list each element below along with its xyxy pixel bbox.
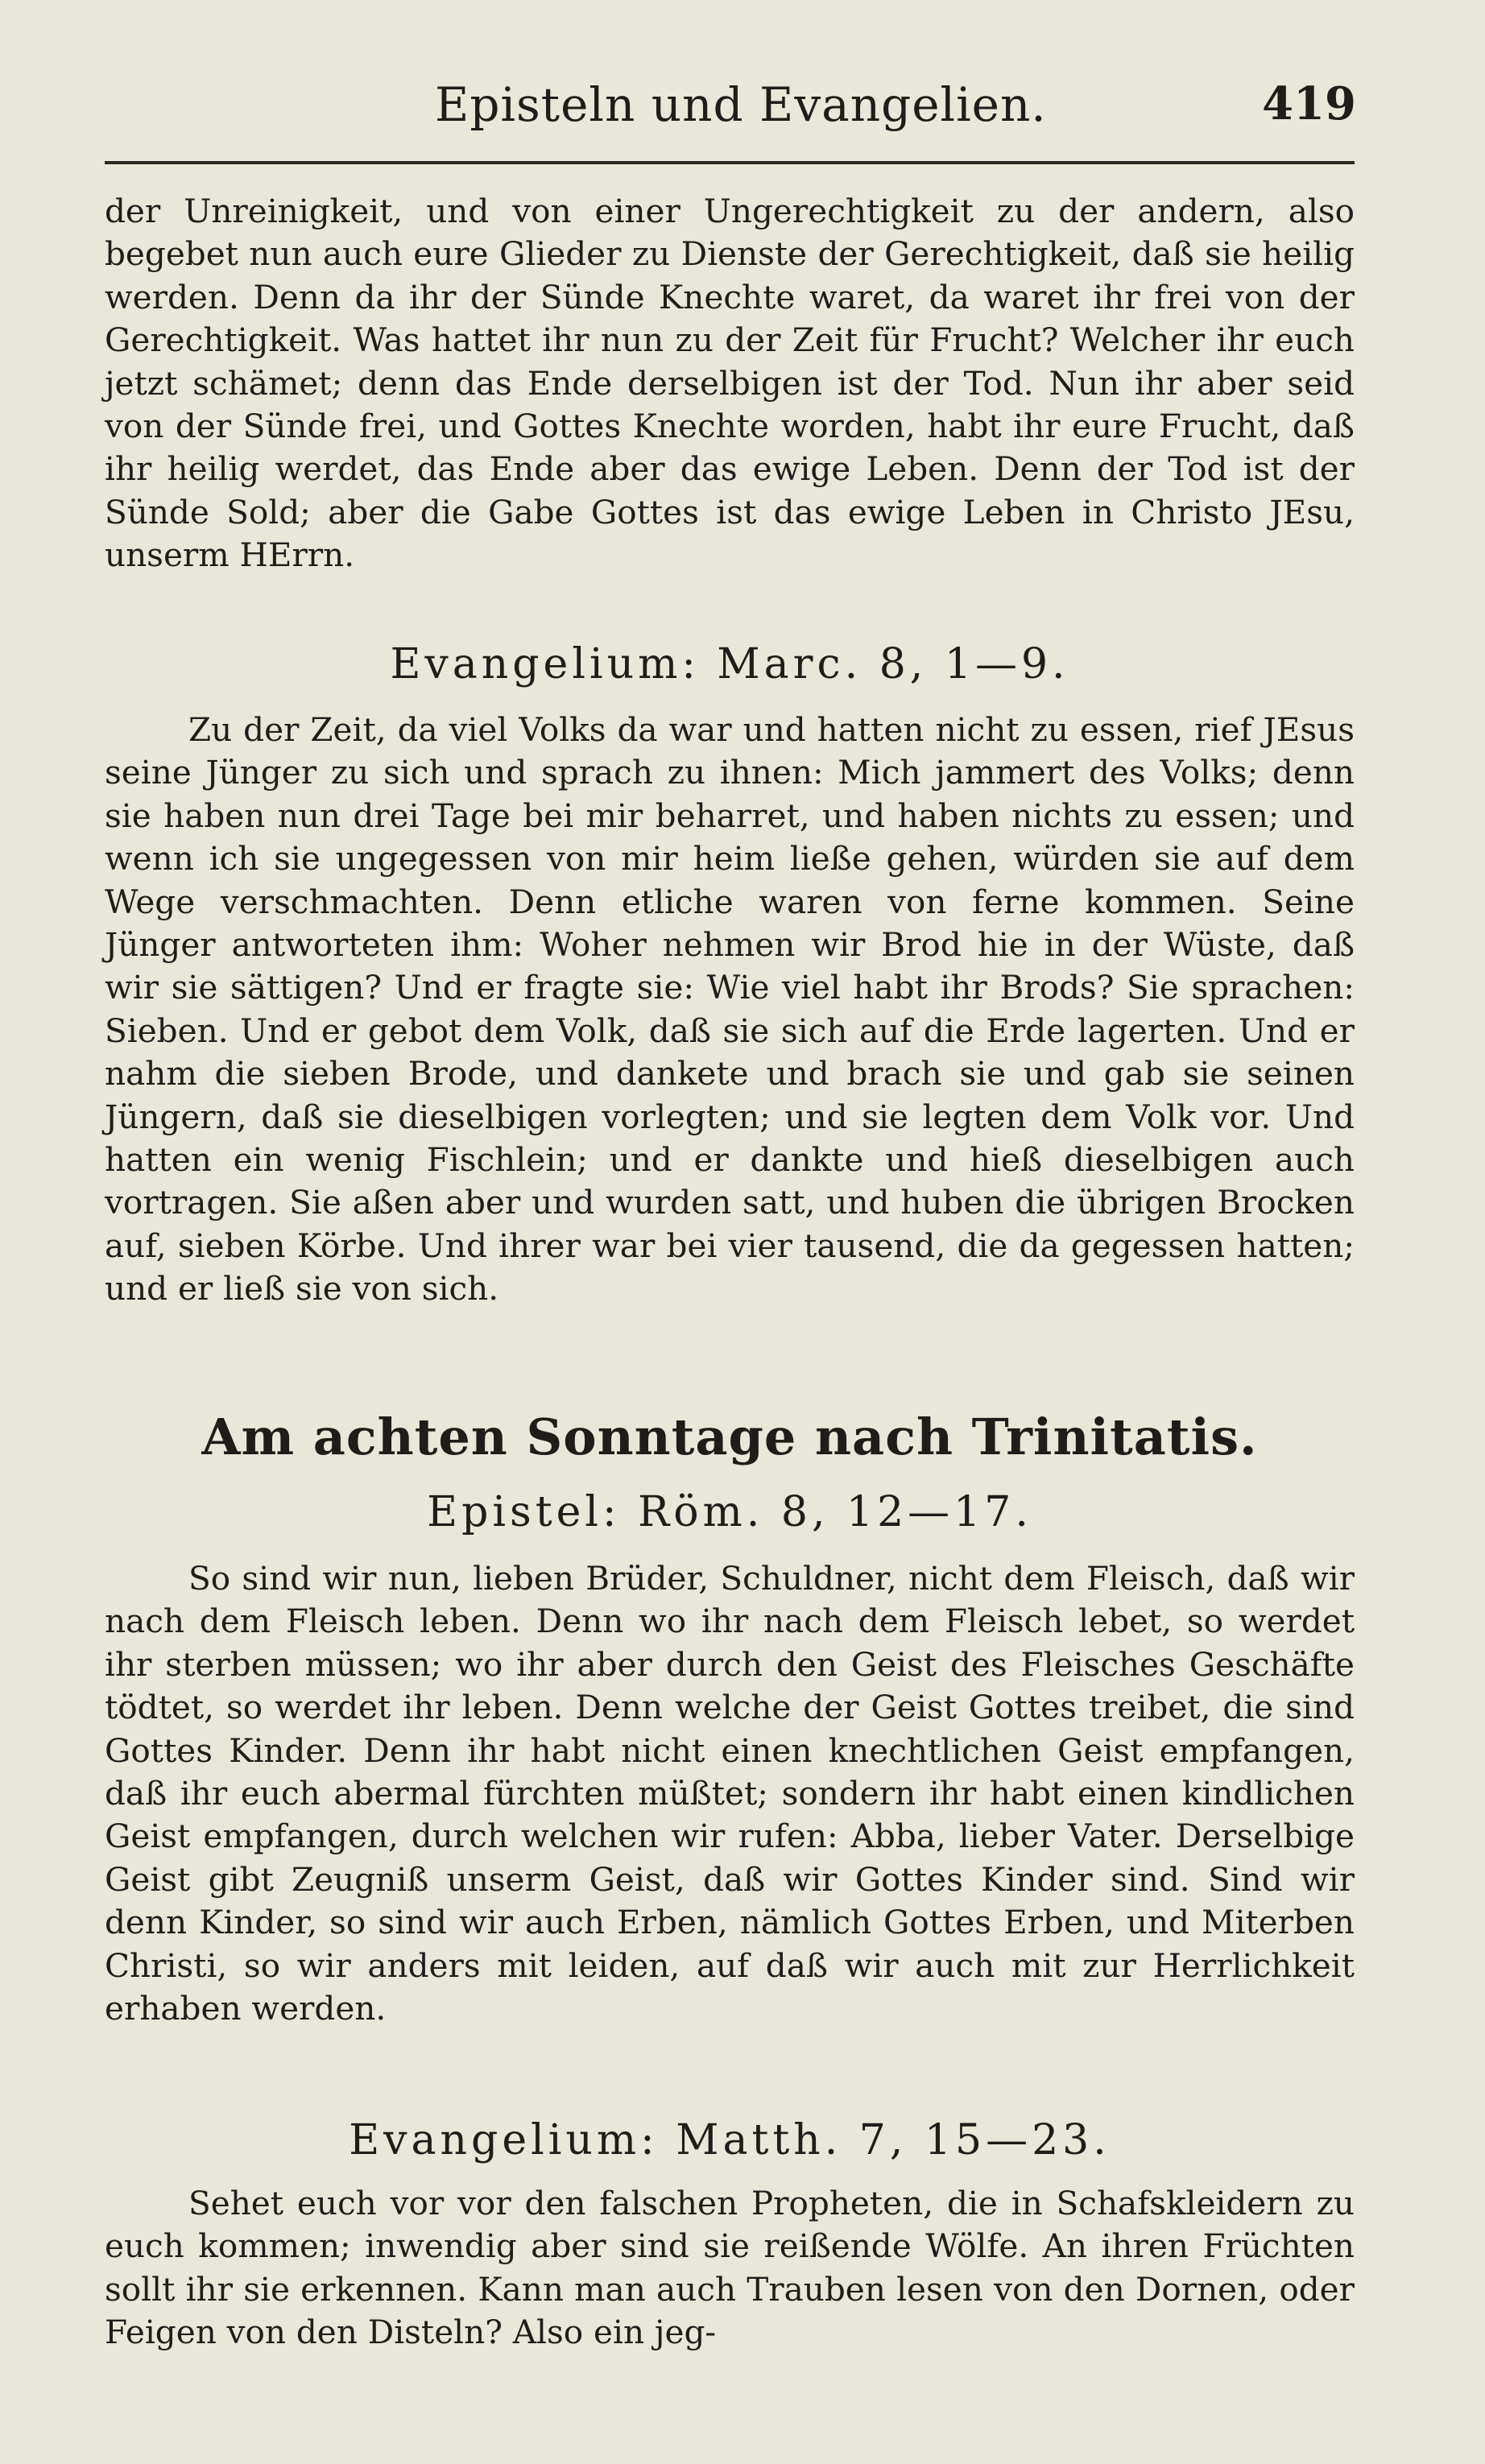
epistle-heading-roem: Epistel: Röm. 8, 12—17. [427,1488,1032,1536]
epistle-roem-paragraph: So sind wir nun, lieben Brüder, Schuldner, nicht dem Fleisch, daß wir nach dem Fleisch leben. Denn wo ihr nach dem Fleisch lebet, so werdet ihr sterben müssen; wo ihr aber durch den Geist des Fleisches Geschäfte tödtet, so werdet ihr leben. Denn welche der Geist Gottes treibet, die sind Gottes Kinder. Denn ihr habt nicht einen knechtlichen Geist empfangen, daß ihr euch abermal fürchten müßtet; sondern ihr habt einen kindlichen Geist empfangen, durch welchen wir rufen: Abba, lieber Vater. Derselbige Geist gibt Zeugniß unserm Geist, daß wir Gottes Kinder sind. Sind wir denn Kinder, so sind wir auch Erben, nämlich Gottes Erben, und Miterben Christi, so wir anders mit leiden, auf daß wir auch mit zur Herrlichkeit erhaben werden. [105,1559,1355,2028]
sunday-heading: Am achten Sonntage nach Trinitatis. [201,1408,1258,1466]
header-rule [105,161,1355,164]
page-number: 419 [1262,77,1356,130]
epistle-continuation-paragraph: der Unreinigkeit, und von einer Ungerechtigkeit zu der andern, also begebet nun auch eure Glieder zu Dienste der Gerechtigkeit, daß sie heilig werden. Denn da ihr der Sünde Knechte waret, da waret ihr frei von der Gerechtigkeit. Was hattet ihr nun zu der Zeit für Frucht? Welcher ihr euch jetzt schämet; denn das Ende derselbigen ist der Tod. Nun ihr aber seid von der Sünde frei, und Gottes Knechte worden, habt ihr eure Frucht, daß ihr heilig werdet, das Ende aber das ewige Leben. Denn der Tod ist der Sünde Sold; aber die Gabe Gottes ist das ewige Leben in Christo JEsu, unserm HErrn. [105,192,1355,575]
gospel-matth-paragraph: Sehet euch vor vor den falschen Propheten, die in Schafskleidern zu euch kommen; inwendig aber sind sie reißende Wölfe. An ihren Früchten sollt ihr sie erkennen. Kann man auch Trauben lesen von den Dornen, oder Feigen von den Disteln? Also ein jeg- [105,2184,1355,2352]
gospel-heading-marc: Evangelium: Marc. 8, 1—9. [390,640,1069,688]
gospel-marc-paragraph: Zu der Zeit, da viel Volks da war und hatten nicht zu essen, rief JEsus seine Jünger zu sich und sprach zu ihnen: Mich jammert des Volks; denn sie haben nun drei Tage bei mir beharret, und haben nichts zu essen; und wenn ich sie ungegessen von mir heim ließe gehen, würden sie auf dem Wege verschmachten. Denn etliche waren von ferne kommen. Seine Jünger antworteten ihm: Woher nehmen wir Brod hie in der Wüste, daß wir sie sättigen? Und er fragte sie: Wie viel habt ihr Brods? Sie sprachen: Sieben. Und er gebot dem Volk, daß sie sich auf die Erde lagerten. Und er nahm die sieben Brode, und dankete und brach sie und gab sie seinen Jüngern, daß sie dieselbigen vorlegten; und sie legten dem Volk vor. Und hatten ein wenig Fischlein; und er dankte und hieß dieselbigen auch vortragen. Sie aßen aber und wurden satt, und huben die übrigen Brocken auf, sieben Körbe. Und ihrer war bei vier tausend, die da gegessen hatten; und er ließ sie von sich. [105,710,1355,1308]
gospel-heading-matth: Evangelium: Matth. 7, 15—23. [349,2116,1111,2164]
running-title: Episteln und Evangelien. [435,77,1047,132]
